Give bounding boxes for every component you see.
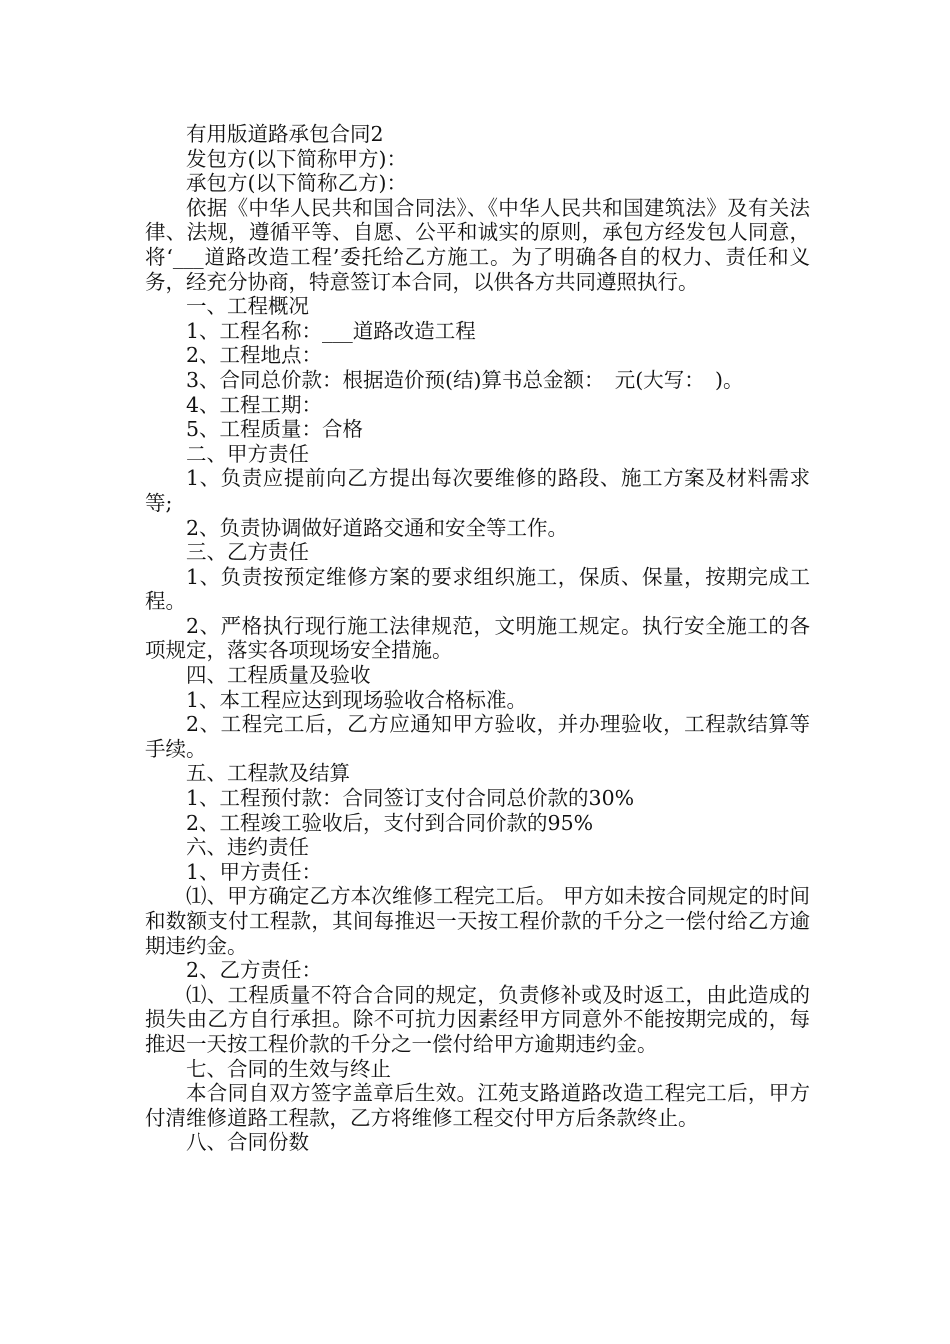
section-heading: 三、乙方责任 [186, 540, 309, 565]
party-a-line: 发包方(以下简称甲方)： [186, 146, 407, 171]
list-item: 1、工程名称：___道路改造工程 [186, 318, 476, 343]
paragraph: ⑴、甲方确定乙方本次维修工程完工后。 甲方如未按合同规定的时间和数额支付工程款，其间每推迟一天按工程价款的千分之一偿付给乙方逾期违约金。 [145, 884, 810, 958]
list-item: 1、负责按预定维修方案的要求组织施工，保质、保量，按期完成工程。 [145, 564, 810, 614]
list-item: 2、工程地点： [186, 343, 323, 368]
party-b-line: 承包方(以下简称乙方)： [186, 171, 407, 196]
paragraph: ⑴、工程质量不符合合同的规定，负责修补或及时返工，由此造成的损失由乙方自行承担。除不可抗力因素经甲方同意外不能按期完成的，每推迟一天按工程价款的千分之一偿付给甲方逾期违约金。 [145, 982, 810, 1056]
list-item: 2、工程完工后，乙方应通知甲方验收，并办理验收，工程款结算等手续。 [145, 712, 810, 761]
list-item: 5、工程质量：合格 [186, 417, 364, 442]
section-heading: 一、工程概况 [186, 294, 309, 319]
section-heading: 二、甲方责任 [186, 441, 309, 466]
preamble-paragraph: 依据《中华人民共和国合同法》、《中华人民共和国建筑法》及有关法律、法规，遵循平等、自愿、公平和诚实的原则，承包方经发包人同意，将‘___道路改造工程’委托给乙方施工。为了明确各自的权力、责任和义务，经充分协商，特意签订本合同，以供各方共同遵照执行。 [145, 195, 810, 294]
section-heading: 六、违约责任 [186, 835, 309, 860]
list-item: 2、严格执行现行施工法律规范，文明施工规定。执行安全施工的各项规定，落实各项现场安全措施。 [145, 613, 810, 663]
list-item: 1、本工程应达到现场验收合格标准。 [186, 687, 528, 712]
list-item: 2、负责协调做好道路交通和安全等工作。 [186, 515, 569, 540]
paragraph: 本合同自双方签字盖章后生效。江苑支路道路改造工程完工后，甲方付清维修道路工程款，乙方将维修工程交付甲方后条款终止。 [145, 1081, 810, 1130]
section-heading: 八、合同份数 [186, 1130, 309, 1155]
list-item: 1、工程预付款：合同签订支付合同总价款的30% [186, 786, 635, 811]
list-item: 1、负责应提前向乙方提出每次要维修的路段、施工方案及材料需求等; [145, 466, 810, 515]
section-heading: 五、工程款及结算 [186, 761, 350, 786]
subsection-heading: 2、乙方责任： [186, 958, 323, 983]
contract-document [145, 122, 810, 1155]
list-item: 2、工程竣工验收后，支付到合同价款的95% [186, 810, 594, 835]
document-title: 有用版道路承包合同2 [186, 122, 384, 146]
section-heading: 七、合同的生效与终止 [186, 1056, 391, 1081]
section-heading: 四、工程质量及验收 [186, 663, 371, 688]
list-item: 3、合同总价款：根据造价预(结)算书总金额： 元(大写： )。 [186, 367, 744, 392]
list-item: 4、工程工期： [186, 392, 323, 417]
subsection-heading: 1、甲方责任： [186, 859, 323, 884]
